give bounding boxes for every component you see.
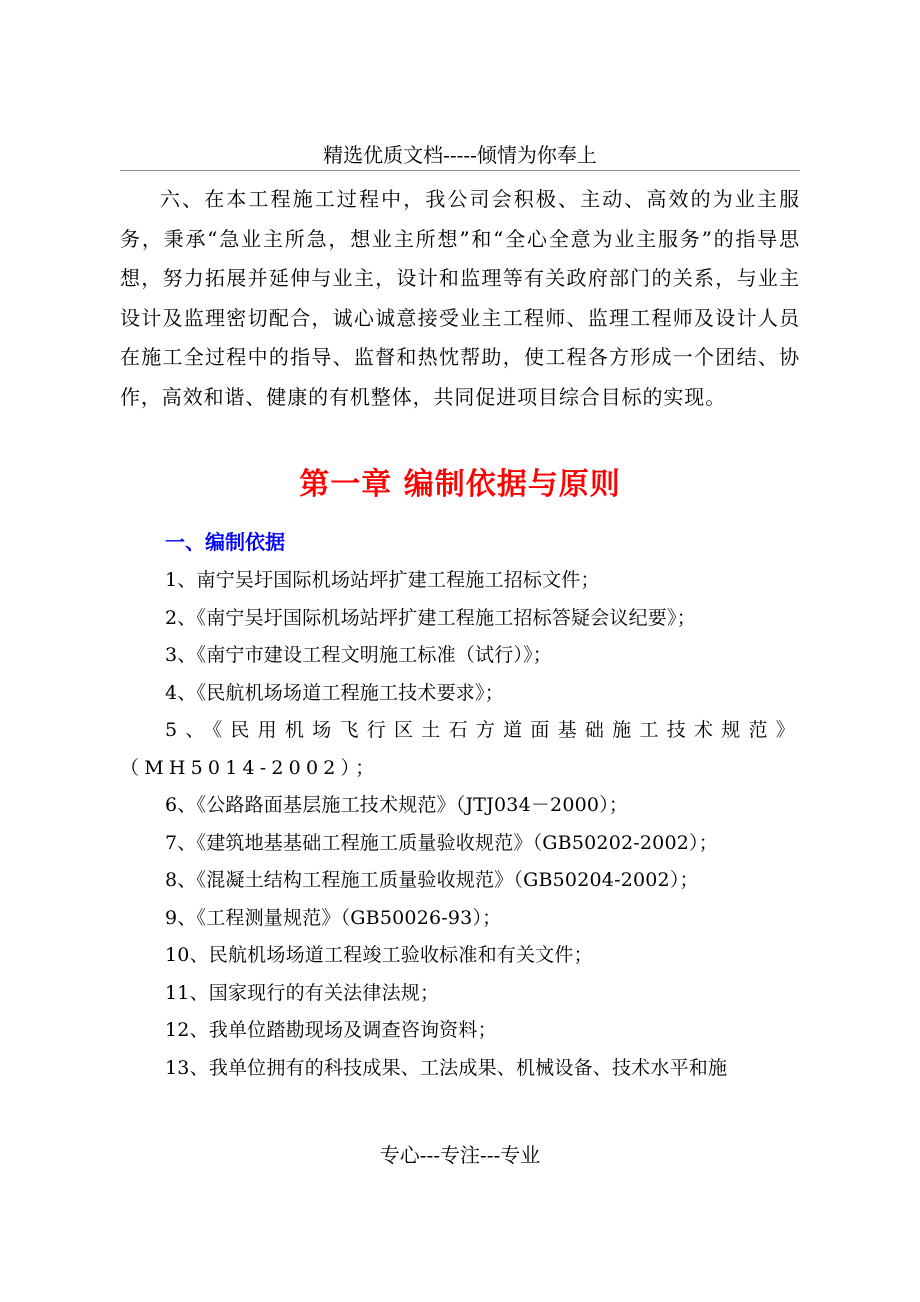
list-item: 12、我单位踏勘现场及调查咨询资料； (165, 1019, 497, 1041)
list-item: 7、《建筑地基基础工程施工质量验收规范》（GB50202-2002）； (165, 831, 718, 854)
list-item: 10、民航机场场道工程竣工验收标准和有关文件； (165, 944, 593, 966)
chapter-title: 第一章 编制依据与原则 (299, 467, 621, 502)
list-item: 5、《民用机场飞行区土石方道面基础施工技术规范》（MH5014-2002）； (120, 719, 800, 779)
basis-list (120, 562, 800, 1087)
list-item: 13、我单位拥有的科技成果、工法成果、机械设备、技术水平和施 (165, 1056, 728, 1079)
section-title: 一、编制依据 (165, 530, 285, 554)
list-item: 4、《民航机场场道工程施工技术要求》； (165, 681, 504, 704)
list-item: 1、南宁吴圩国际机场站坪扩建工程施工招标文件； (165, 569, 600, 591)
list-item: 3、《南宁市建设工程文明施工标准（试行）》； (165, 644, 552, 666)
list-item: 6、《公路路面基层施工技术规范》（JTJ034－2000）； (165, 794, 629, 816)
list-item: 9、《工程测量规范》（GB50026-93）； (165, 906, 502, 929)
page-header: 精选优质文档-----倾情为你奉上 (323, 143, 597, 167)
intro-paragraph: 六、在本工程施工过程中，我公司会积极、主动、高效的为业主服务，秉承“急业主所急，想业主所想”和“全心全意为业主服务”的指导思想，努力拓展并延伸与业主，设计和监理等有关政府部门的关系，与业主设计及监理密切配合，诚心诚意接受业主工程师、监理工程师及设计人员在施工全过程中的指导、监督和热忱帮助，使工程各方形成一个团结、协作，高效和谐、健康的有机整体，共同促进项目综合目标的实现。 (120, 187, 800, 409)
page-footer: 专心---专注---专业 (379, 1143, 541, 1167)
header-divider (120, 170, 800, 171)
list-item: 8、《混凝土结构工程施工质量验收规范》（GB50204-2002）； (165, 869, 699, 891)
list-item: 2、《南宁吴圩国际机场站坪扩建工程施工招标答疑会议纪要》； (165, 606, 696, 629)
list-item: 11、国家现行的有关法律法规； (165, 981, 440, 1004)
